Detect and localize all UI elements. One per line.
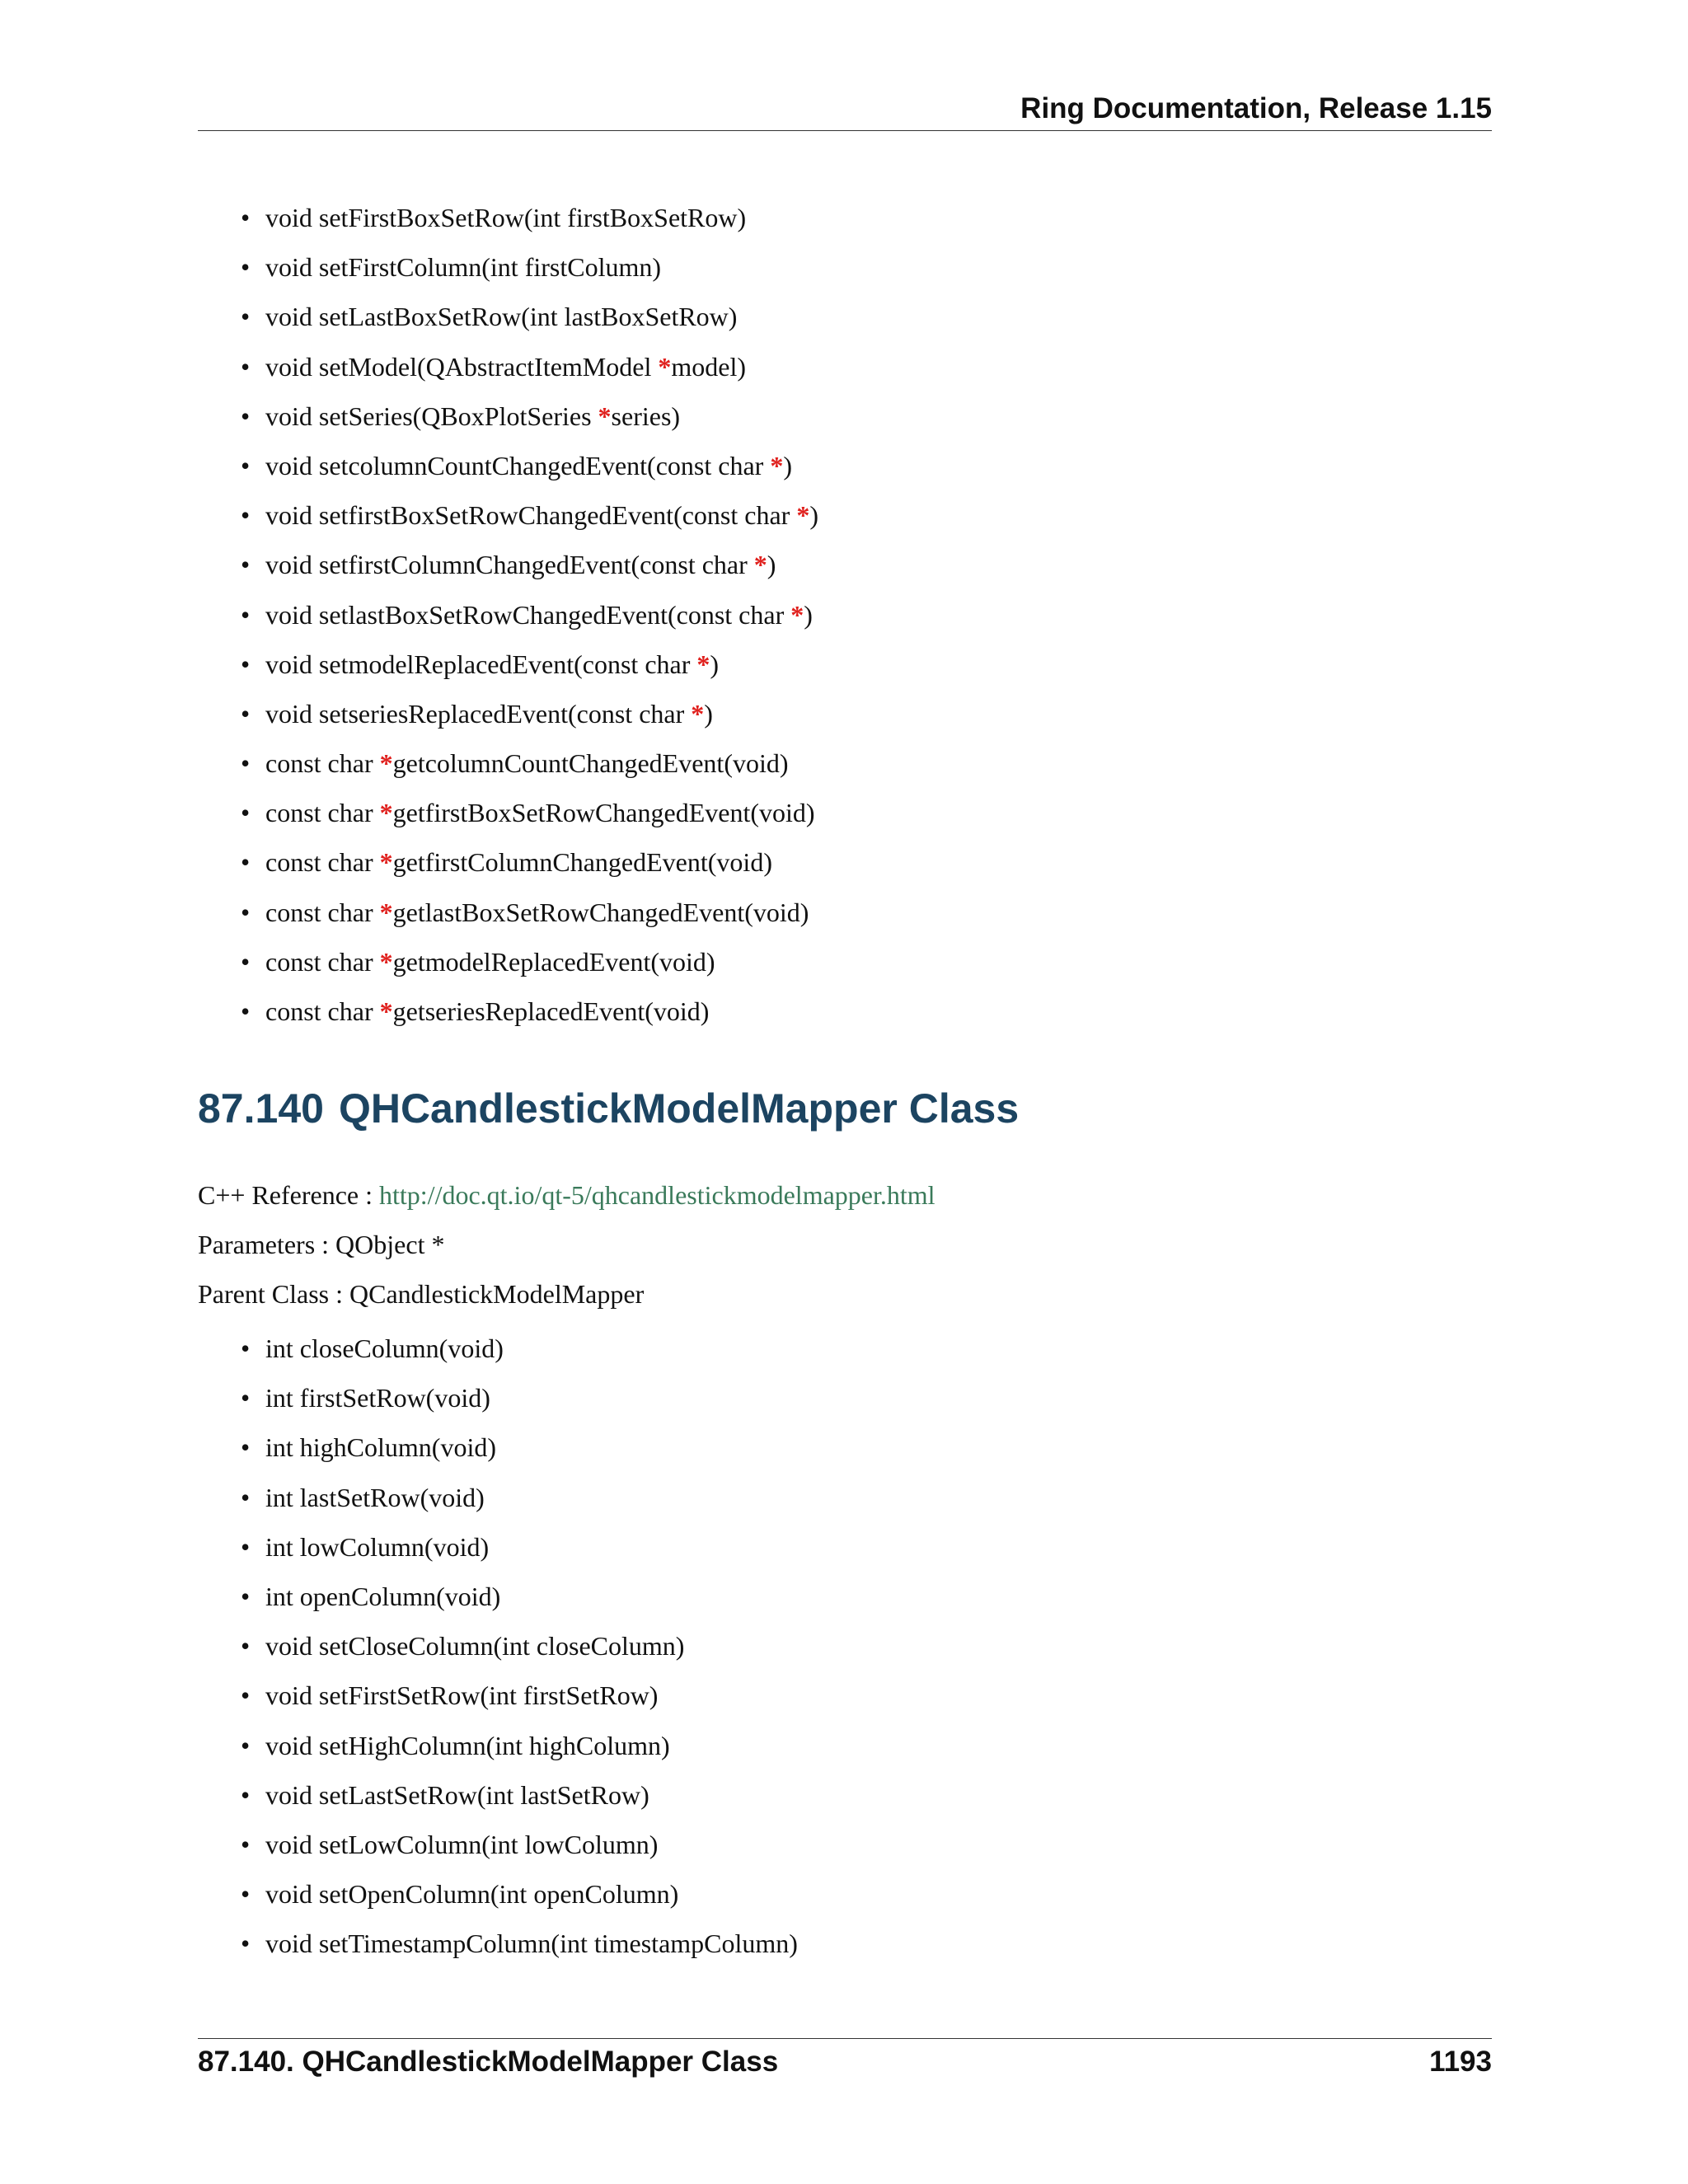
bullet-icon: • [241, 1829, 251, 1859]
pointer-star: * [379, 847, 393, 878]
method-signature-start: const char [265, 996, 380, 1026]
bullet-icon: • [241, 1432, 251, 1463]
method-signature-start: int closeColumn(void) [265, 1333, 504, 1363]
method-signature-start: void setHighColumn(int highColumn) [265, 1730, 670, 1760]
method-signature-start: const char [265, 847, 380, 878]
pointer-star: * [796, 500, 810, 531]
section-title: QHCandlestickModelMapper Class [338, 1085, 1020, 1132]
method-signature-end: ) [704, 698, 713, 729]
method-signature-end: getfirstColumnChangedEvent(void) [392, 847, 772, 878]
method-signature-end: ) [809, 500, 818, 531]
method-signature-end: ) [710, 649, 720, 679]
method-item [241, 1473, 798, 1522]
pointer-star: * [379, 748, 393, 779]
bullet-icon: • [241, 996, 251, 1026]
method-signature-start: int openColumn(void) [265, 1581, 501, 1611]
method-signature-start: const char [265, 798, 380, 828]
method-signature-start: void setFirstBoxSetRow(int firstBoxSetRow) [265, 203, 747, 232]
method-signature-end: ) [804, 599, 813, 630]
method-signature-start: void setTimestampColumn(int timestampColumn) [265, 1929, 798, 1959]
bullet-icon: • [241, 401, 251, 431]
bullet-icon: • [241, 1333, 251, 1363]
method-item [241, 590, 818, 640]
bullet-icon: • [241, 599, 251, 630]
section-number: 87.140 [198, 1085, 324, 1132]
method-signature-end: series) [611, 401, 681, 431]
bullet-icon: • [241, 946, 251, 977]
method-signature-start: int lastSetRow(void) [265, 1482, 485, 1512]
method-signature-start: void setmodelReplacedEvent(const char [265, 649, 697, 679]
method-signature-start: void setLastBoxSetRow(int lastBoxSetRow) [265, 302, 738, 332]
pointer-star: * [379, 946, 393, 977]
bullet-icon: • [241, 1730, 251, 1760]
pointer-star: * [696, 649, 710, 679]
method-item [241, 1324, 798, 1373]
bullet-icon: • [241, 1383, 251, 1413]
cpp-reference-line [198, 1180, 935, 1211]
method-item [241, 391, 818, 441]
bullet-icon: • [241, 1581, 251, 1611]
method-signature-start: int highColumn(void) [265, 1432, 496, 1463]
method-signature-end: getlastBoxSetRowChangedEvent(void) [392, 897, 809, 927]
method-signature-start: void setfirstColumnChangedEvent(const char [265, 550, 754, 580]
bullet-icon: • [241, 203, 251, 232]
method-item [241, 987, 818, 1036]
bullet-icon: • [241, 500, 251, 531]
method-signature-end: getcolumnCountChangedEvent(void) [392, 748, 789, 779]
pointer-star: * [790, 599, 804, 630]
method-item [241, 1869, 798, 1919]
pointer-star: * [379, 996, 393, 1026]
method-signature-end: ) [783, 450, 792, 480]
bullet-icon: • [241, 252, 251, 283]
method-signature-start: void setLowColumn(int lowColumn) [265, 1829, 659, 1859]
method-list-qhcandlestickmodelmapper [241, 1324, 798, 1968]
pointer-star: * [770, 450, 784, 480]
bullet-icon: • [241, 1482, 251, 1512]
parameters-line: Parameters : QObject * [198, 1230, 445, 1259]
method-signature-start: void setCloseColumn(int closeColumn) [265, 1631, 685, 1661]
method-item [241, 788, 818, 837]
method-item [241, 342, 818, 391]
method-signature-start: const char [265, 946, 380, 977]
bullet-icon: • [241, 1929, 251, 1959]
method-item [241, 1621, 798, 1671]
bullet-icon: • [241, 1779, 251, 1810]
method-item [241, 1919, 798, 1968]
method-signature-end: ) [767, 550, 776, 580]
method-signature-start: void setFirstColumn(int firstColumn) [265, 252, 662, 283]
method-item [241, 640, 818, 689]
bullet-icon: • [241, 847, 251, 878]
footer-rule [198, 2038, 1492, 2039]
method-item [241, 1671, 798, 1720]
method-signature-start: int firstSetRow(void) [265, 1383, 490, 1413]
pointer-star: * [753, 550, 767, 580]
method-item [241, 490, 818, 540]
bullet-icon: • [241, 897, 251, 927]
method-item [241, 292, 818, 341]
method-signature-start: void setModel(QAbstractItemModel [265, 351, 659, 382]
document-page [198, 0, 1492, 2184]
method-signature-start: const char [265, 897, 380, 927]
method-item [241, 689, 818, 738]
section-heading [198, 1085, 1019, 1132]
method-signature-start: void setlastBoxSetRowChangedEvent(const char [265, 599, 791, 630]
method-signature-end: model) [671, 351, 746, 382]
method-item [241, 1770, 798, 1820]
method-signature-start: const char [265, 748, 380, 779]
method-signature-start: void setOpenColumn(int openColumn) [265, 1879, 679, 1910]
method-signature-start: void setfirstBoxSetRowChangedEvent(const char [265, 500, 797, 531]
method-item [241, 1721, 798, 1770]
method-item [241, 242, 818, 292]
method-item [241, 540, 818, 589]
pointer-star: * [379, 798, 393, 828]
method-item [241, 738, 818, 788]
method-signature-start: void setseriesReplacedEvent(const char [265, 698, 692, 729]
bullet-icon: • [241, 1680, 251, 1711]
bullet-icon: • [241, 1531, 251, 1562]
method-signature-end: getfirstBoxSetRowChangedEvent(void) [392, 798, 815, 828]
pointer-star: * [691, 698, 705, 729]
method-item [241, 837, 818, 887]
pointer-star: * [379, 897, 393, 927]
pointer-star: * [598, 401, 612, 431]
method-list-previous-class [241, 193, 818, 1036]
method-signature-start: void setLastSetRow(int lastSetRow) [265, 1779, 649, 1810]
method-signature-start: void setcolumnCountChangedEvent(const char [265, 450, 771, 480]
bullet-icon: • [241, 351, 251, 382]
method-item [241, 937, 818, 987]
pointer-star: * [658, 351, 672, 382]
method-item [241, 193, 818, 242]
bullet-icon: • [241, 1631, 251, 1661]
method-signature-start: void setSeries(QBoxPlotSeries [265, 401, 598, 431]
method-item [241, 1572, 798, 1621]
method-item [241, 1373, 798, 1422]
bullet-icon: • [241, 550, 251, 580]
method-item [241, 888, 818, 937]
method-item [241, 1820, 798, 1869]
method-signature-start: int lowColumn(void) [265, 1531, 490, 1562]
bullet-icon: • [241, 1879, 251, 1910]
bullet-icon: • [241, 649, 251, 679]
method-signature-end: getseriesReplacedEvent(void) [392, 996, 710, 1026]
parent-class-line: Parent Class : QCandlestickModelMapper [198, 1279, 645, 1309]
method-item [241, 1522, 798, 1572]
method-item [241, 1422, 798, 1472]
method-signature-end: getmodelReplacedEvent(void) [392, 946, 715, 977]
footer-section-label: 87.140. QHCandlestickModelMapper Class [198, 2046, 779, 2078]
method-item [241, 441, 818, 490]
cpp-reference-link[interactable]: http://doc.qt.io/qt-5/qhcandlestickmodelmapper.html [379, 1180, 935, 1210]
bullet-icon: • [241, 798, 251, 828]
bullet-icon: • [241, 302, 251, 332]
bullet-icon: • [241, 450, 251, 480]
bullet-icon: • [241, 698, 251, 729]
bullet-icon: • [241, 748, 251, 779]
running-header: Ring Documentation, Release 1.15 [1020, 92, 1492, 124]
cpp-reference-label: C++ Reference : [198, 1180, 379, 1210]
header-rule [198, 130, 1492, 131]
page-number: 1193 [1429, 2046, 1492, 2078]
method-signature-start: void setFirstSetRow(int firstSetRow) [265, 1680, 659, 1711]
